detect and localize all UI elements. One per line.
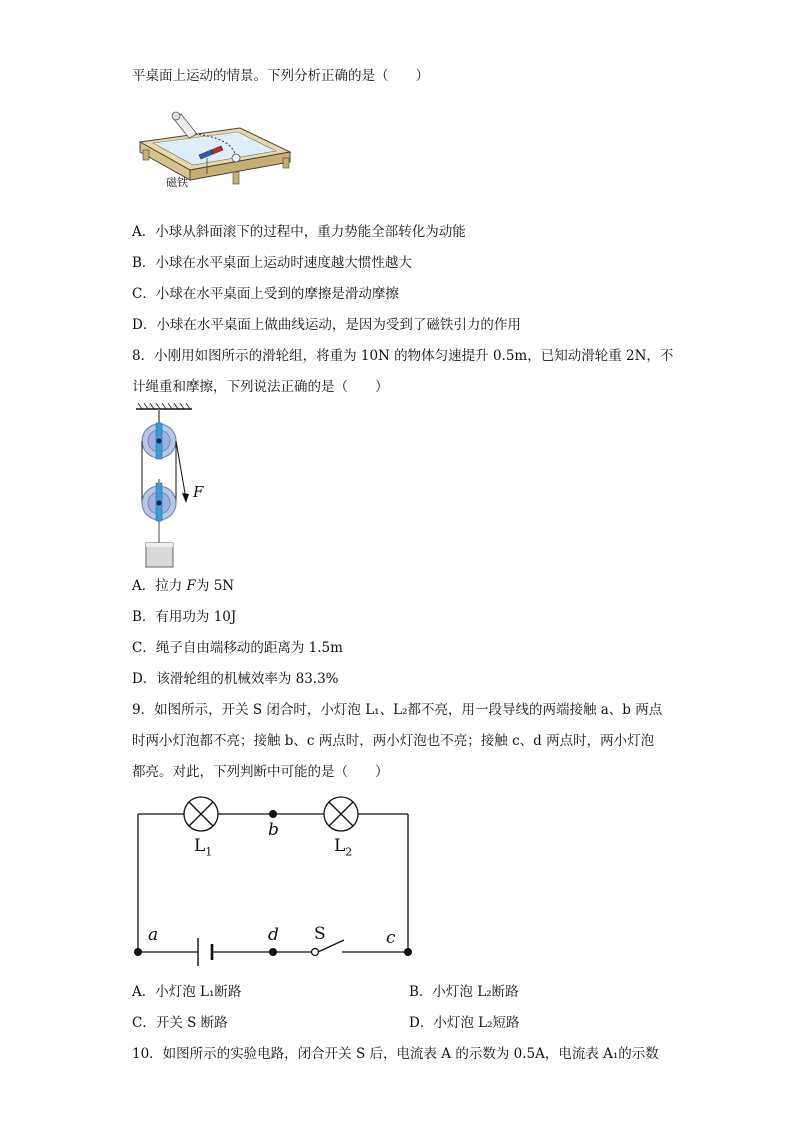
q7-option-c[interactable]: C．小球在水平桌面上受到的摩擦是滑动摩擦 xyxy=(132,286,399,302)
q9-label-L1: $L_1$ xyxy=(194,836,213,859)
q7-option-d[interactable]: D．小球在水平桌面上做曲线运动，是因为受到了磁铁引力的作用 xyxy=(132,317,521,333)
q9-label-b: b xyxy=(268,820,279,840)
q7-option-b[interactable]: B．小球在水平桌面上运动时速度越大惯性越大 xyxy=(132,255,412,271)
q8-force-label: F xyxy=(193,483,204,501)
q9-label-d: d xyxy=(268,925,279,945)
q8-option-a-text-end: 为 5N xyxy=(195,578,235,594)
q9-stem-line2: 时两小灯泡都不亮；接触 b、c 两点时，两小灯泡也不亮；接触 c、d 两点时，两小灯泡 xyxy=(132,733,655,749)
q8-option-d[interactable]: D．该滑轮组的机械效率为 83.3% xyxy=(132,671,339,687)
q8-stem-line1: 8．小刚用如图所示的滑轮组，将重为 10N 的物体匀速提升 0.5m，已知动滑轮重 2N，不 xyxy=(132,348,674,364)
q9-option-a[interactable]: A．小灯泡 L₁断路 xyxy=(132,984,242,1000)
q7-option-a[interactable]: A．小球从斜面滚下的过程中，重力势能全部转化为动能 xyxy=(132,224,466,240)
q7-table-figure xyxy=(135,110,295,200)
q9-option-c[interactable]: C．开关 S 断路 xyxy=(132,1015,228,1031)
q9-label-a: a xyxy=(148,925,159,945)
q9-stem-line3: 都亮。对此，下列判断中可能的是（ ） xyxy=(132,764,389,780)
q8-stem-line2: 计绳重和摩擦，下列说法正确的是（ ） xyxy=(132,379,389,395)
q8-option-b[interactable]: B．有用功为 10J xyxy=(132,609,237,625)
q8-option-a-var: F xyxy=(186,578,196,594)
q9-stem-line1: 9．如图所示，开关 S 闭合时，小灯泡 L₁、L₂都不亮，用一段导线的两端接触 a、b 两点 xyxy=(132,702,663,718)
q9-label-S: S xyxy=(314,924,326,944)
q9-label-L2: $L_2$ xyxy=(334,836,353,859)
q7-stem-tail: 平桌面上运动的情景。下列分析正确的是（ ） xyxy=(132,68,429,84)
q7-magnet-label: 磁铁 xyxy=(166,176,188,189)
q8-option-a-text: A．拉力 xyxy=(132,578,187,594)
q10-stem-line1: 10．如图所示的实验电路，闭合开关 S 后，电流表 A 的示数为 0.5A，电流表 A₁的示数 xyxy=(132,1046,659,1062)
q9-label-c: c xyxy=(386,928,396,948)
q9-option-d[interactable]: D．小灯泡 L₂短路 xyxy=(409,1015,520,1031)
q8-option-c[interactable]: C．绳子自由端移动的距离为 1.5m xyxy=(132,640,343,656)
q8-option-a[interactable] xyxy=(132,576,234,596)
q9-option-b[interactable]: B．小灯泡 L₂断路 xyxy=(409,984,519,1000)
q8-pulley-figure xyxy=(134,403,224,573)
